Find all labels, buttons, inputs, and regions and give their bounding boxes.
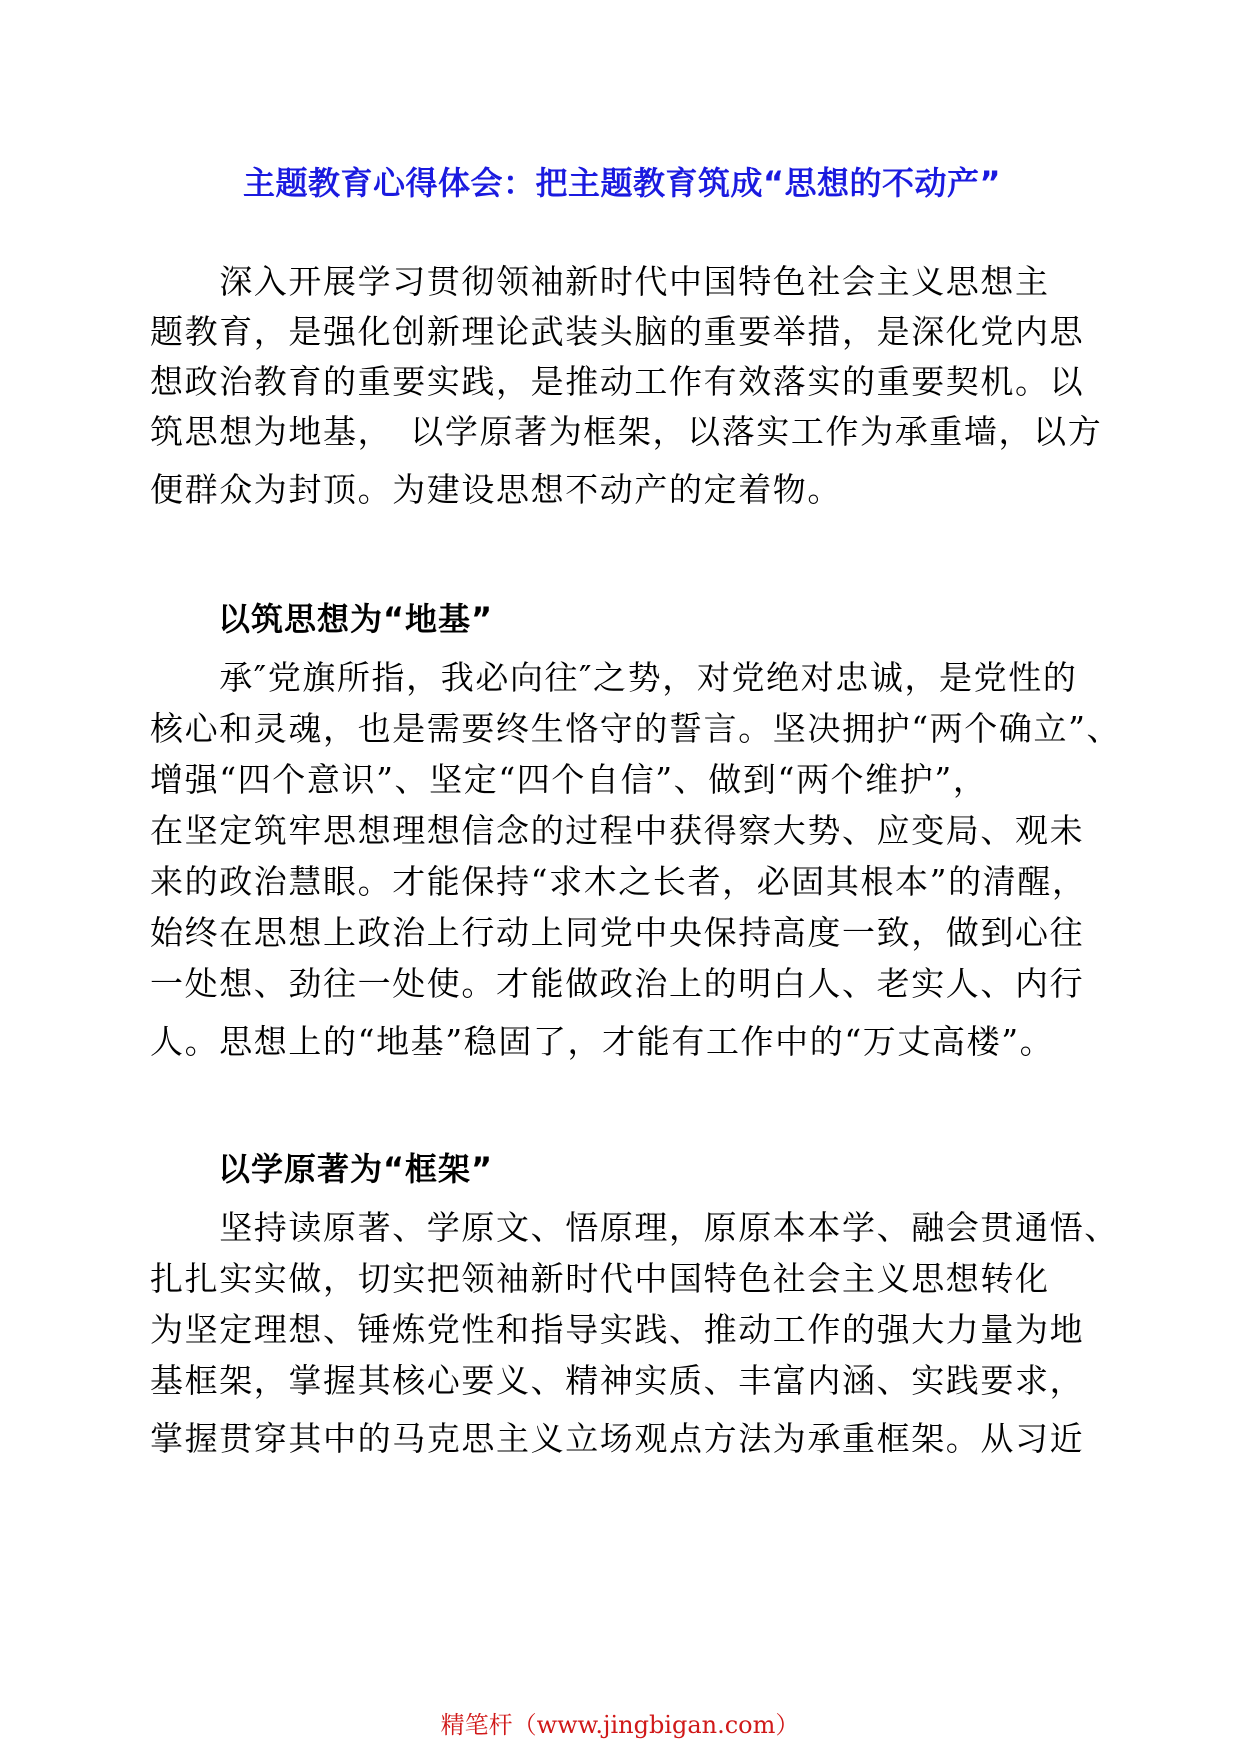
section1-line-7: 一处想、劲往一处使。才能做政治上的明白人、老实人、内行	[150, 964, 1085, 1003]
section2-line-5: 掌握贯穿其中的马克思主义立场观点方法为承重框架。从习近	[150, 1419, 1085, 1458]
footer-source-link[interactable]: 精笔杆（www.jingbigan.com）	[440, 1711, 800, 1739]
intro-line-4: 筑思想为地基， 以学原著为框架，以落实工作为承重墙，以方	[150, 412, 1103, 451]
section2-heading: 以学原著为“框架”	[218, 1150, 494, 1188]
section1-line-4: 在坚定筑牢思想理想信念的过程中获得察大势、应变局、观未	[150, 811, 1085, 850]
section1-line-3: 增强“四个意识”、坚定“四个自信”、做到“两个维护”，	[150, 760, 988, 799]
intro-line-1: 深入开展学习贯彻领袖新时代中国特色社会主义思想主	[150, 262, 1050, 301]
intro-line-2: 题教育，是强化创新理论武装头脑的重要举措，是深化党内思	[150, 312, 1085, 351]
section1-line-5: 来的政治慧眼。才能保持“求木之长者，必固其根本”的清醒，	[150, 862, 1087, 901]
section1-line-8: 人。思想上的“地基”稳固了，才能有工作中的“万丈高楼”。	[150, 1022, 1055, 1061]
section2-line-2: 扎扎实实做，切实把领袖新时代中国特色社会主义思想转化	[150, 1259, 1050, 1298]
document-title: 主题教育心得体会：把主题教育筑成“思想的不动产”	[243, 164, 1002, 202]
section1-line-6: 始终在思想上政治上行动上同党中央保持高度一致，做到心往	[150, 913, 1085, 952]
intro-line-3: 想政治教育的重要实践，是推动工作有效落实的重要契机。以	[150, 362, 1085, 401]
section1-line-1: 承″党旗所指，我必向往″之势，对党绝对忠诚，是党性的	[150, 658, 1078, 697]
intro-line-5: 便群众为封顶。为建设思想不动产的定着物。	[150, 470, 842, 509]
section2-line-4: 基框架，掌握其核心要义、精神实质、丰富内涵、实践要求，	[150, 1361, 1085, 1400]
section1-line-2: 核心和灵魂，也是需要终生恪守的誓言。坚决拥护“两个确立”、	[150, 709, 1122, 748]
section1-heading: 以筑思想为“地基”	[218, 600, 494, 638]
section2-line-3: 为坚定理想、锤炼党性和指导实践、推动工作的强大力量为地	[150, 1310, 1085, 1349]
section2-line-1: 坚持读原著、学原文、悟原理，原原本本学、融会贯通悟、	[150, 1208, 1119, 1247]
